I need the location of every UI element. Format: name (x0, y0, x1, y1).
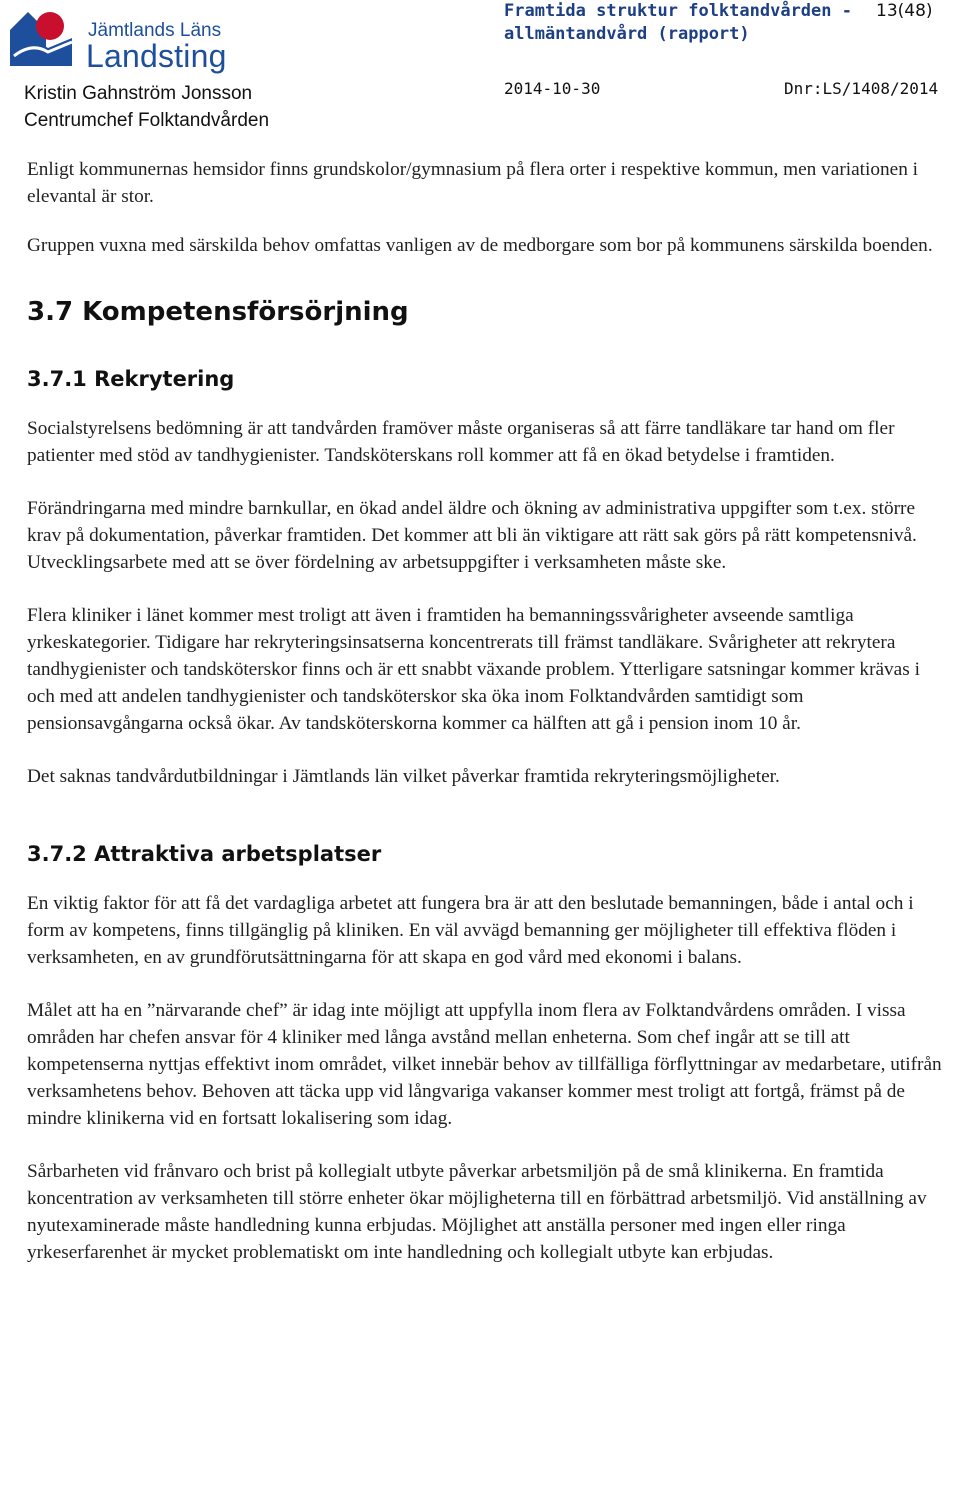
author-block (24, 80, 269, 134)
paragraph: Gruppen vuxna med särskilda behov omfattas vanligen av de medborgare som bor på kommunens särskilda boenden. (27, 235, 933, 256)
author-role: Centrumchef Folktandvården (24, 110, 270, 131)
document-date: 2014-10-30 (504, 79, 601, 98)
landsting-emblem-icon (8, 8, 74, 68)
section-heading: 3.7 Kompetensförsörjning (27, 297, 409, 327)
paragraph: Målet att ha en ”närvarande chef” är idag inte möjligt att uppfylla inom flera av Folktandvårdens områden. I vissa områden har chefen ansvar för 4 kliniker med långa avstånd mellan enheterna. Som chef ingår att se till att kompetenserna nyttjas effektivt inom området, vilket innebär behov av tillfälliga förflyttningar av medarbetare, utifrån verksamhetens behov. Behoven att täcka upp vid långvariga vakanser kommer mest troligt att fortgå, främst på de mindre klinikerna vid en fortsatt lokalisering som idag. (27, 1000, 942, 1129)
logo-text-line2: Landsting (86, 38, 227, 74)
paragraph: Sårbarheten vid frånvaro och brist på kollegialt utbyte påverkar arbetsmiljön på de små klinikerna. En framtida koncentration av verksamheten till större enheter ökar möjligheterna till en förbättrad arbetsmiljö. Vid anställning av nyutexaminerade måste handledning kunna erbjudas. Möjlighet att anställa personer med ingen eller ringa yrkeserfarenhet är mycket problematiskt om inte handledning och kollegialt utbyte kan erbjudas. (27, 1161, 927, 1263)
subsection-heading: 3.7.2 Attraktiva arbetsplatser (27, 842, 382, 866)
author-name: Kristin Gahnström Jonsson (24, 83, 253, 104)
document-reference: Dnr:LS/1408/2014 (784, 79, 939, 98)
paragraph: Det saknas tandvårdutbildningar i Jämtlands län vilket påverkar framtida rekryteringsmöjligheter. (27, 766, 780, 787)
paragraph: Förändringarna med mindre barnkullar, en ökad andel äldre och ökning av administrativa uppgifter som t.ex. större krav på dokumentation, påverkar framtiden. Det kommer att bli än viktigare att rätt sak görs på rätt kompetensnivå. Utvecklingsarbete med att se över fördelning av arbetsuppgifter i verksamheten måste ske. (27, 498, 917, 573)
logo-text-line1: Jämtlands Läns (88, 20, 222, 41)
paragraph: Flera kliniker i länet kommer mest troligt att även i framtiden ha bemanningssvårigheter avseende samtliga yrkeskategorier. Tidigare har rekryteringsinsatserna koncentrerats till främst tandläkare. Svårigheter att rekrytera tandhygienister och tandsköterskor finns och är ett snabbt växande problem. Ytterligare satsningar kommer krävas i och med att andelen tandhygienister och tandsköterskor ska öka inom Folktandvården samtidigt som pensionsavgångarna också ökar. Av tandsköterskorna kommer ca hälften att gå i pension inom 10 år. (27, 605, 920, 734)
landsting-logo (8, 6, 248, 74)
paragraph: Enligt kommunernas hemsidor finns grundskolor/gymnasium på flera orter i respektive kommun, men variationen i elevantal är stor. (27, 159, 919, 207)
subsection-heading: 3.7.1 Rekrytering (27, 367, 235, 391)
document-title: Framtida struktur folktandvården - allmäntandvård (rapport) (504, 1, 852, 44)
page-number: 13(48) (876, 1, 933, 21)
paragraph: Socialstyrelsens bedömning är att tandvården framöver måste organiseras så att färre tandläkare tar hand om fler patienter med stöd av tandhygienister. Tandsköterskans roll kommer att få en ökad betydelse i framtiden. (27, 418, 895, 466)
paragraph: En viktig faktor för att få det vardagliga arbetet att fungera bra är att den beslutade bemanningen, både i antal och i form av kompetens, finns tillgänglig på kliniken. En väl avvägd bemanning ger möjligheter till effektiva flöden i verksamheten, en av grundförutsättningarna för att skapa en god vård med ekonomi i balans. (27, 893, 914, 968)
document-body (27, 156, 952, 1266)
